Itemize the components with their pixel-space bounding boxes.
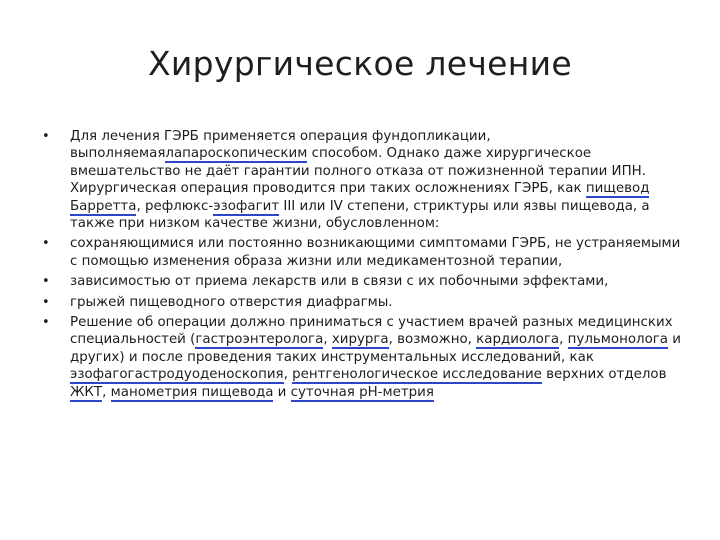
inline-link[interactable]: суточная pH-метрия <box>290 384 434 400</box>
bullet-item <box>42 294 682 311</box>
bullet-text: сохраняющимися или постоянно возникающими симптомами ГЭРБ, не устраняемыми с помощью изменения образа жизни или медикаментозной терапии, <box>70 236 681 269</box>
bullet-item <box>42 273 682 290</box>
bullet-text: , <box>323 332 332 348</box>
bullet-text: и <box>273 384 291 400</box>
bullet-dot-icon: • <box>42 294 50 310</box>
inline-link[interactable]: эзофагогастродуоденоскопия <box>70 367 284 383</box>
bullet-text: , <box>559 332 568 348</box>
inline-link[interactable]: эзофагит <box>213 198 280 214</box>
bullet-text: , рефлюкс- <box>136 198 214 214</box>
bullet-text: , <box>283 367 293 383</box>
bullet-text: III или IV степени, стриктуры или язвы пищевода, а также при низком качестве жизни, обусловленном: <box>70 198 650 232</box>
inline-link[interactable]: хирурга <box>331 332 389 348</box>
bullet-item <box>42 128 682 232</box>
bullet-text: Для лечения ГЭРБ применяется операция фундопликации, выполняемая <box>70 129 491 162</box>
bullet-item <box>42 314 682 401</box>
inline-link[interactable]: рентгенологическое исследование <box>292 367 542 383</box>
bullet-text: грыжей пищеводного отверстия диафрагмы. <box>70 294 393 310</box>
bullet-text: , <box>102 384 111 400</box>
bullet-text: верхних отделов <box>541 367 667 383</box>
inline-link[interactable]: манометрия пищевода <box>110 384 274 400</box>
bullet-dot-icon: • <box>42 315 50 331</box>
inline-link[interactable]: пищевод Барретта <box>70 181 650 214</box>
bullet-text: и других) и после проведения таких инструментальных исследований, как <box>70 332 681 365</box>
inline-link[interactable]: пульмонолога <box>567 332 669 348</box>
inline-link[interactable]: кардиолога <box>476 332 560 348</box>
inline-link[interactable]: ЖКТ <box>70 384 103 400</box>
bullet-item <box>42 235 682 270</box>
bullet-text: Решение об операции должно приниматься с участием врачей разных медицинских специальностей ( <box>70 315 673 348</box>
bullet-text: способом. Однако даже хирургическое вмешательство не даёт гарантии полного отказа от пожизненной терапии ИПН. Хирургическая операция проводится при таких осложнениях ГЭРБ, как <box>70 146 646 197</box>
bullet-text: зависимостью от приема лекарств или в связи с их побочными эффектами, <box>70 274 609 290</box>
slide-title: Хирургическое лечение <box>148 44 572 83</box>
bullet-text: , возможно, <box>388 332 477 348</box>
inline-link[interactable]: гастроэнтеролога <box>195 332 324 348</box>
bullet-dot-icon: • <box>42 274 50 290</box>
bullet-dot-icon: • <box>42 129 50 144</box>
inline-link[interactable]: лапароскопическим <box>165 146 308 162</box>
bullet-dot-icon: • <box>42 236 50 252</box>
bullet-list <box>42 128 682 404</box>
